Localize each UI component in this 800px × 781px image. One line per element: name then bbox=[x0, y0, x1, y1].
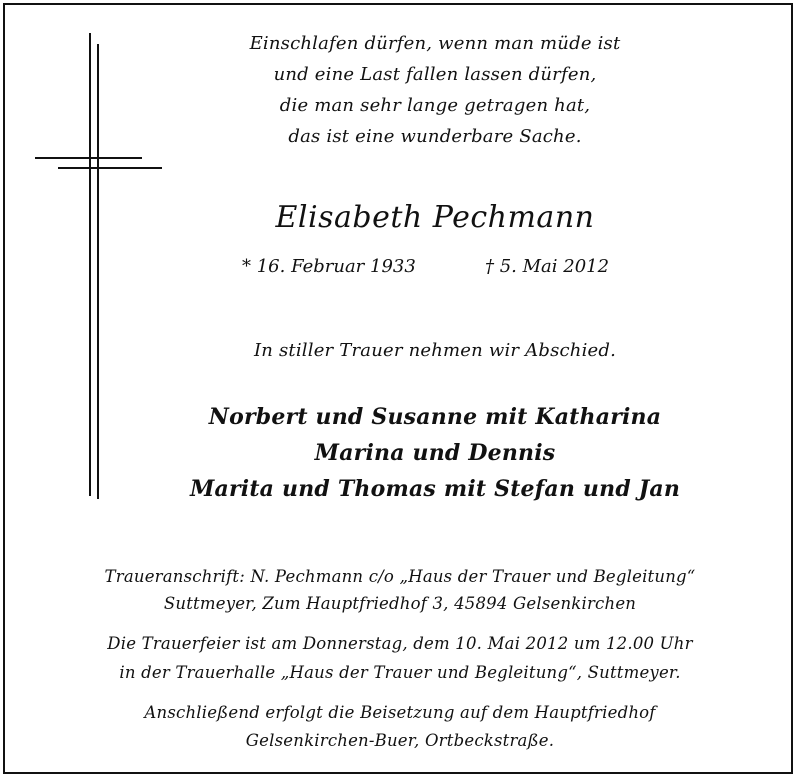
ceremony-line: in der Trauerhalle „Haus der Trauer und Begleitung“, Suttmeyer. bbox=[119, 663, 681, 682]
farewell-text: In stiller Trauer nehmen wir Abschied. bbox=[253, 340, 617, 361]
burial-line: Gelsenkirchen-Buer, Ortbeckstraße. bbox=[245, 731, 555, 750]
family-line: Norbert und Susanne mit Katharina bbox=[208, 404, 662, 430]
ceremony-line: Die Trauerfeier ist am Donnerstag, dem 10. Mai 2012 um 12.00 Uhr bbox=[107, 634, 693, 653]
burial-line: Anschließend erfolgt die Beisetzung auf dem Hauptfriedhof bbox=[144, 703, 656, 722]
deceased-name: Elisabeth Pechmann bbox=[275, 200, 595, 235]
family-line: Marita und Thomas mit Stefan und Jan bbox=[189, 476, 681, 502]
cross-horizontal-bar bbox=[58, 167, 162, 169]
birth-date: * 16. Februar 1933 bbox=[242, 256, 416, 277]
family-line: Marina und Dennis bbox=[314, 440, 556, 466]
poem-line: das ist eine wunderbare Sache. bbox=[288, 126, 582, 147]
address-line: Traueranschrift: N. Pechmann c/o „Haus der Trauer und Begleitung“ bbox=[104, 567, 696, 586]
address-line: Suttmeyer, Zum Hauptfriedhof 3, 45894 Gelsenkirchen bbox=[163, 594, 637, 613]
death-date: † 5. Mai 2012 bbox=[485, 256, 610, 277]
poem-line: Einschlafen dürfen, wenn man müde ist bbox=[249, 33, 621, 54]
cross-horizontal-bar bbox=[35, 157, 142, 159]
poem-line: und eine Last fallen lassen dürfen, bbox=[273, 64, 597, 85]
poem-line: die man sehr lange getragen hat, bbox=[279, 95, 591, 116]
notice-border bbox=[3, 3, 793, 774]
life-dates bbox=[0, 256, 800, 280]
